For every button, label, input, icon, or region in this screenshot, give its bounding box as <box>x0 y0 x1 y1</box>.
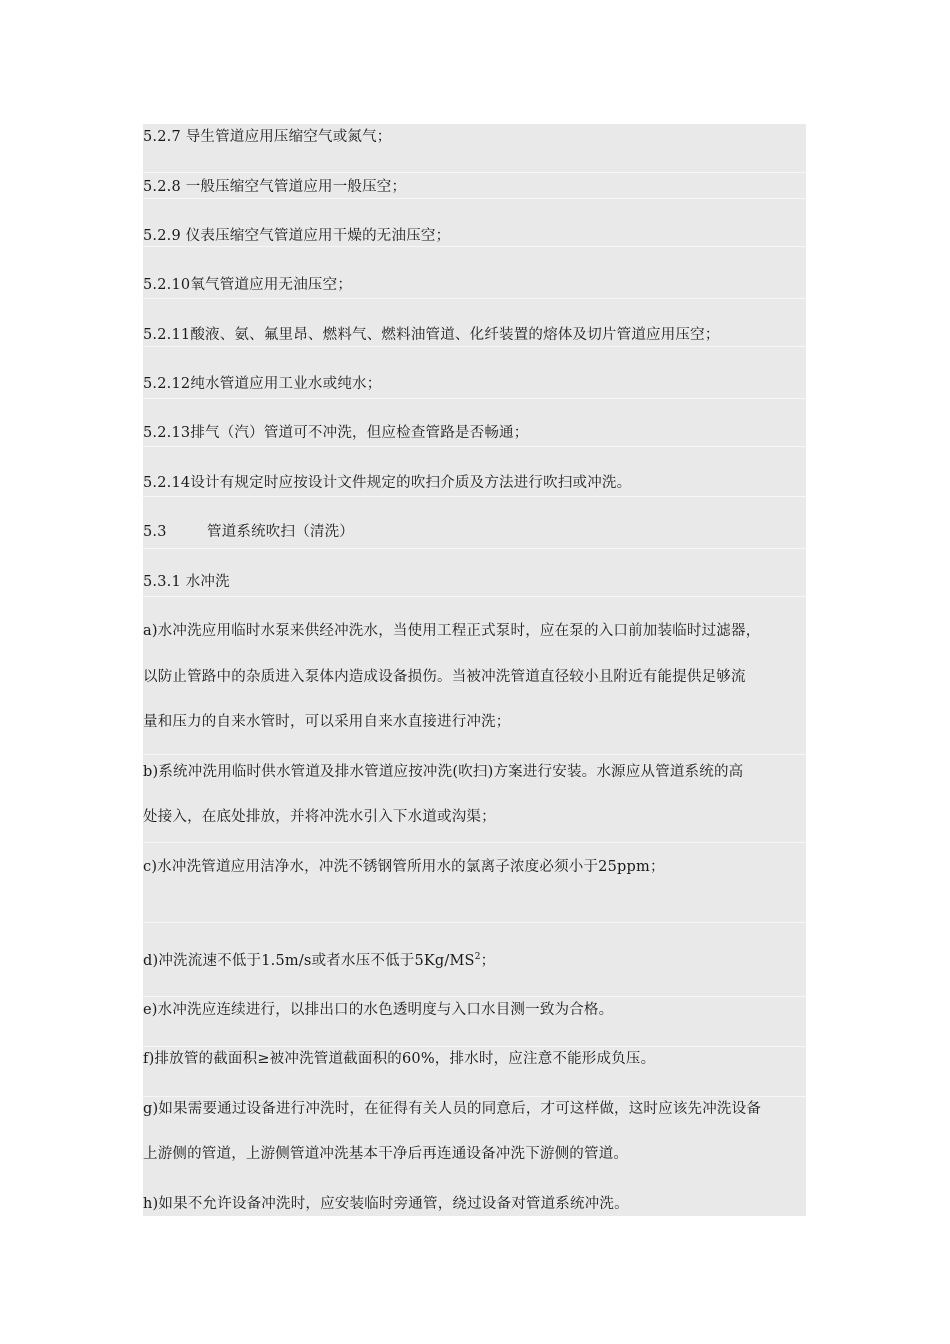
text-line: 5.2.8 一般压缩空气管道应用一般压空； <box>143 179 407 195</box>
text-line <box>143 950 806 972</box>
document-page <box>143 124 806 1216</box>
text-line: g)如果需要通过设备进行冲洗时，在征得有关人员的同意后，才可这样做，这时应该先冲洗设备 <box>143 1101 762 1117</box>
row-divider <box>143 172 806 173</box>
section-heading <box>143 521 806 543</box>
text-line: f)排放管的截面积≥被冲洗管道截面积的60%，排水时，应注意不能形成负压。 <box>143 1051 656 1067</box>
text-line: h)如果不允许设备冲洗时，应安装临时旁通管，绕过设备对管道系统冲洗。 <box>143 1196 629 1212</box>
row-divider <box>143 398 806 399</box>
row-divider <box>143 298 806 299</box>
row-divider <box>143 922 806 923</box>
row-divider <box>143 1096 806 1097</box>
text-line: c)水冲洗管道应用洁净水，冲洗不锈钢管所用水的氯离子浓度必须小于25ppm； <box>143 859 665 875</box>
text-line: 上游侧的管道，上游侧管道冲洗基本干净后再连通设备冲洗下游侧的管道。 <box>143 1146 629 1162</box>
row-divider <box>143 754 806 755</box>
subsection-heading: 5.3.1 水冲洗 <box>143 574 230 590</box>
text-line: a)水冲洗应用临时水泵来供经冲洗水，当使用工程正式泵时，应在泵的入口前加装临时过滤器， <box>143 623 761 639</box>
text-line: e)水冲洗应连续进行，以排出口的水色透明度与入口水目测一致为合格。 <box>143 1002 614 1018</box>
text-line: 以防止管路中的杂质进入泵体内造成设备损伤。当被冲洗管道直径较小且附近有能提供足够流 <box>143 669 746 685</box>
row-divider <box>143 596 806 597</box>
row-divider <box>143 1046 806 1047</box>
row-divider <box>143 496 806 497</box>
line-end: ； <box>480 953 496 969</box>
text-line: 5.2.11酸液、氨、氟里昂、燃料气、燃料油管道、化纤装置的熔体及切片管道应用压空； <box>143 327 720 343</box>
text-line: 量和压力的自来水管时，可以采用自来水直接进行冲洗； <box>143 714 511 730</box>
text-line: 5.2.12纯水管道应用工业水或纯水； <box>143 376 382 392</box>
row-divider <box>143 446 806 447</box>
text-line: 5.2.10氧气管道应用无油压空； <box>143 277 353 293</box>
text-line: b)系统冲洗用临时供水管道及排水管道应按冲洗(吹扫)方案进行安装。水源应从管道系统的高 <box>143 764 744 780</box>
superscript: 2 <box>474 952 481 963</box>
text-line: 5.2.7 导生管道应用压缩空气或氮气； <box>143 129 392 145</box>
text-line: 5.2.14设计有规定时应按设计文件规定的吹扫介质及方法进行吹扫或冲洗。 <box>143 475 632 491</box>
text-line: 5.2.13排气（汽）管道可不冲洗，但应检查管路是否畅通； <box>143 425 529 441</box>
row-divider <box>143 548 806 549</box>
section-title: 管道系统吹扫（清洗） <box>207 524 354 540</box>
text-line: 处接入，在底处排放，并将冲洗水引入下水道或沟渠； <box>143 809 496 825</box>
flow-rate-text: d)冲洗流速不低于1.5m/s或者水压不低于5Kg/MS <box>143 953 475 969</box>
row-divider <box>143 346 806 347</box>
text-line: 5.2.9 仪表压缩空气管道应用干燥的无油压空； <box>143 228 451 244</box>
section-number: 5.3 <box>143 524 167 540</box>
row-divider <box>143 842 806 843</box>
row-divider <box>143 996 806 997</box>
row-divider <box>143 198 806 199</box>
